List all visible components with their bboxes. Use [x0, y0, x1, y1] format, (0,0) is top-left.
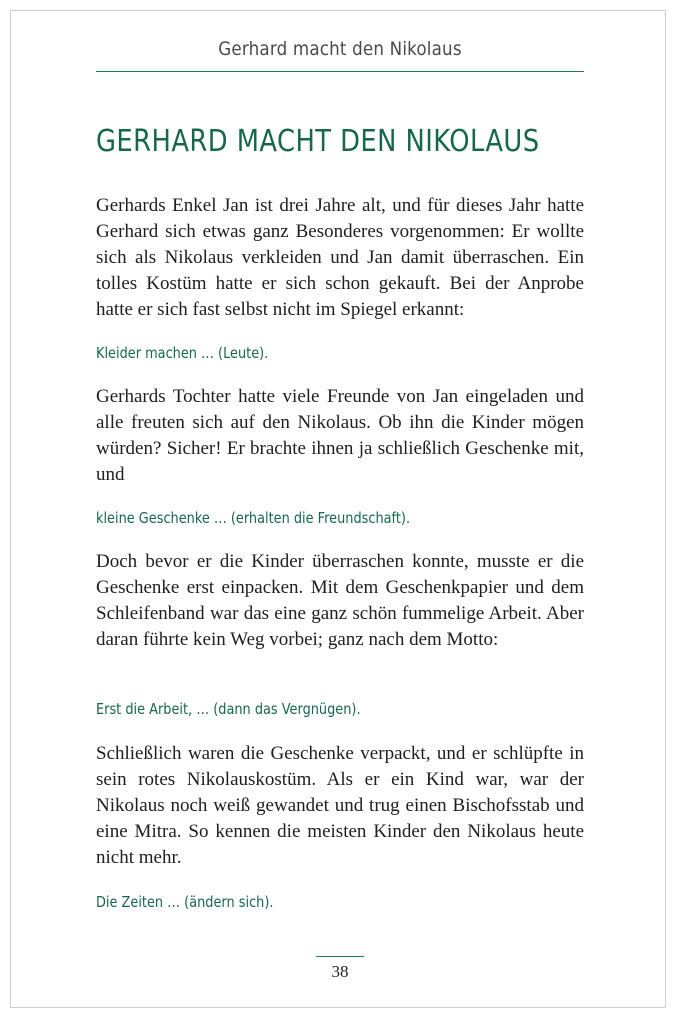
- paragraph-1: Gerhards Enkel Jan ist drei Jahre alt, und für dieses Jahr hatte Gerhard sich etwas ganz Besonderes vorgenommen: Er wollte sich als Nikolaus verkleiden und Jan damit überraschen. Ein tolles Kostüm hatte er sich schon gekauft. Bei der Anprobe hatte er sich fast selbst nicht im Spiegel erkannt:: [96, 195, 584, 320]
- proverb-2: kleine Geschenke … (erhalten die Freundschaft).: [96, 509, 411, 527]
- running-head: Gerhard macht den Nikolaus: [218, 38, 462, 60]
- chapter-title: GERHARD MACHT DEN NIKOLAUS: [96, 124, 540, 159]
- proverb-3: Erst die Arbeit, … (dann das Vergnügen).: [96, 700, 361, 718]
- paragraph-4: Schließlich waren die Geschenke verpackt, und er schlüpfte in sein rotes Nikolauskostüm. Als er ein Kind war, war der Nikolaus noch weiß gewandet und trug einen Bischofsstab und eine Mitra. So kennen die meisten Kinder den Nikolaus heute nicht mehr.: [96, 743, 584, 868]
- header-rule: [96, 71, 584, 72]
- proverb-1: Kleider machen … (Leute).: [96, 344, 269, 362]
- paragraph-2: Gerhards Tochter hatte viele Freunde von Jan eingeladen und alle freuten sich auf den Nikolaus. Ob ihn die Kinder mögen würden? Sicher! Er brachte ihnen ja schließlich Geschenke mit, und: [96, 386, 584, 485]
- page-number: 38: [331, 962, 349, 981]
- footer-rule: [316, 956, 364, 957]
- proverb-4: Die Zeiten … (ändern sich).: [96, 893, 274, 911]
- paragraph-3: Doch bevor er die Kinder überraschen konnte, musste er die Geschenke erst einpacken. Mit dem Geschenkpapier und dem Schleifenband war das eine ganz schön fummelige Arbeit. Aber daran führte kein Weg vorbei; ganz nach dem Motto:: [96, 551, 584, 650]
